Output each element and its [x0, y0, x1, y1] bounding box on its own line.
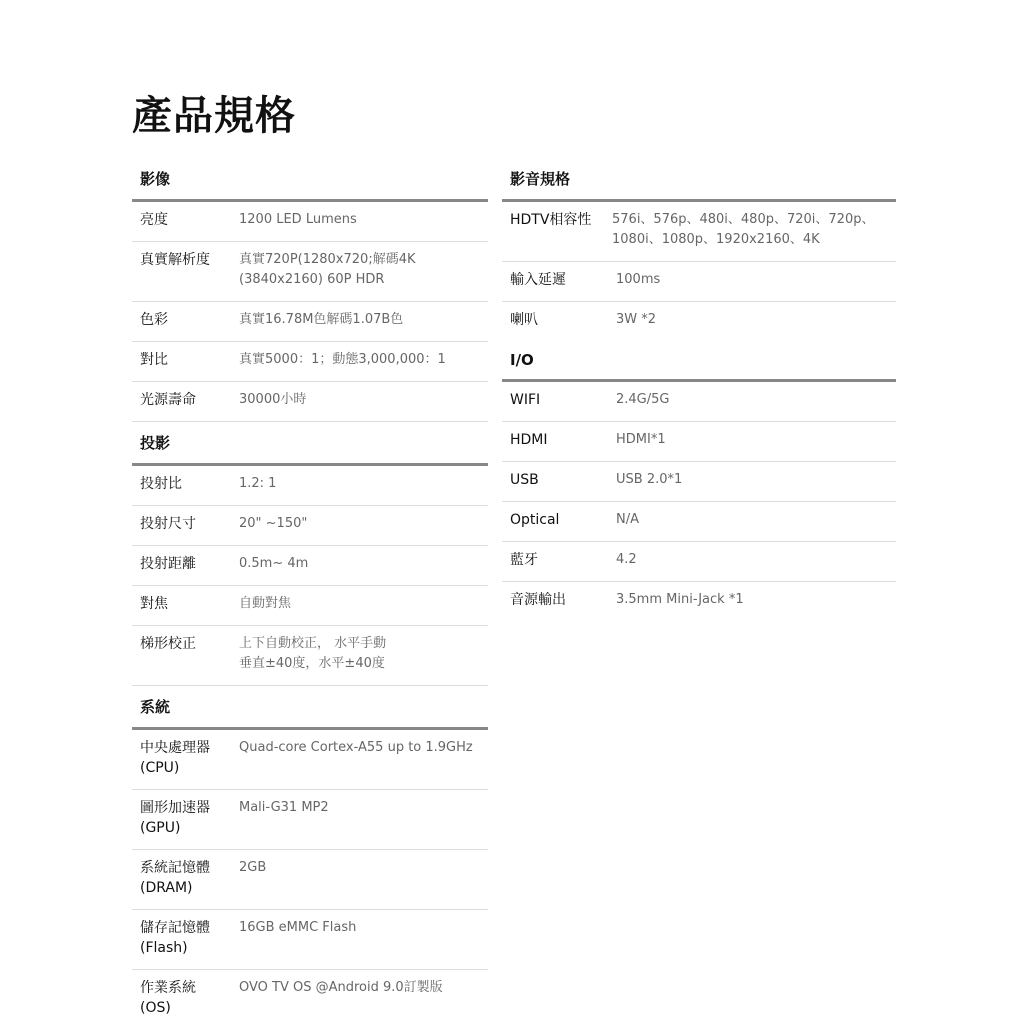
spec-value: Mali-G31 MP2	[239, 800, 329, 815]
spec-label: WIFI	[510, 392, 541, 408]
spec-row	[502, 582, 896, 621]
spec-value: 3.5mm Mini-Jack *1	[616, 592, 744, 607]
spec-value: 576i、576p、480i、480p、720i、720p、 1080i、1080p、1920x2160、4K	[612, 212, 875, 247]
spec-value: 1200 LED Lumens	[239, 212, 357, 227]
spec-row	[132, 302, 488, 342]
spec-label: 音源輸出	[510, 592, 566, 608]
spec-value: 2.4G/5G	[616, 392, 670, 407]
spec-value: 真實16.78M色解碼1.07B色	[239, 312, 404, 327]
spec-label: 喇叭	[510, 312, 538, 328]
spec-label: 儲存記憶體 (Flash)	[140, 920, 210, 956]
section-header-projection: 投影	[132, 422, 488, 466]
spec-value: 30000小時	[239, 392, 307, 407]
spec-label: 真實解析度	[140, 252, 210, 268]
section-header-image: 影像	[132, 158, 488, 202]
spec-row	[132, 466, 488, 506]
section-header-system: 系統	[132, 686, 488, 730]
spec-row	[132, 586, 488, 626]
page-title: 產品規格	[132, 93, 296, 139]
spec-value: 1.2: 1	[239, 476, 277, 491]
spec-value: 真實5000：1；動態3,000,000：1	[239, 352, 446, 367]
spec-row	[502, 462, 896, 502]
spec-label: 投射尺寸	[140, 516, 196, 532]
spec-value: 4.2	[616, 552, 637, 567]
spec-label: 亮度	[140, 212, 168, 228]
spec-label: 中央處理器 (CPU)	[140, 740, 210, 776]
spec-label: 對比	[140, 352, 168, 368]
spec-row	[132, 910, 488, 970]
left-spec-column	[132, 158, 488, 1029]
right-spec-column	[502, 158, 896, 621]
spec-row	[132, 790, 488, 850]
spec-row	[132, 546, 488, 586]
spec-value: N/A	[616, 512, 639, 527]
spec-value: Quad-core Cortex-A55 up to 1.9GHz	[239, 740, 473, 755]
section-header-av: 影音規格	[502, 158, 896, 202]
spec-row	[132, 506, 488, 546]
spec-value: OVO TV OS @Android 9.0訂製版	[239, 980, 443, 995]
spec-label: 投射比	[140, 476, 182, 492]
spec-row	[502, 262, 896, 302]
spec-row	[132, 730, 488, 790]
spec-row	[502, 502, 896, 542]
spec-value: 16GB eMMC Flash	[239, 920, 357, 935]
spec-row	[132, 970, 488, 1029]
spec-row	[502, 202, 896, 262]
spec-value: 0.5m~ 4m	[239, 556, 309, 571]
spec-label: HDTV相容性	[510, 212, 592, 228]
spec-row	[132, 850, 488, 910]
spec-row	[132, 242, 488, 302]
spec-value: 3W *2	[616, 312, 657, 327]
spec-label: HDMI	[510, 432, 548, 448]
spec-value: USB 2.0*1	[616, 472, 683, 487]
spec-value: 20" ~150"	[239, 516, 308, 531]
spec-row	[502, 382, 896, 422]
spec-label: USB	[510, 472, 539, 488]
spec-value: 2GB	[239, 860, 267, 875]
spec-row	[132, 626, 488, 686]
spec-label: 光源壽命	[140, 392, 196, 408]
spec-label: Optical	[510, 512, 560, 528]
spec-row	[502, 422, 896, 462]
spec-value: HDMI*1	[616, 432, 666, 447]
spec-value: 真實720P(1280x720;解碼4K (3840x2160) 60P HDR	[239, 252, 416, 287]
spec-row	[502, 302, 896, 341]
section-header-io: I/O	[502, 341, 896, 382]
spec-label: 色彩	[140, 312, 168, 328]
spec-row	[132, 382, 488, 422]
spec-label: 藍牙	[510, 552, 538, 568]
spec-row	[502, 542, 896, 582]
spec-label: 梯形校正	[140, 636, 196, 652]
spec-label: 作業系統 (OS)	[140, 980, 196, 1016]
spec-row	[132, 342, 488, 382]
spec-label: 對焦	[140, 596, 168, 612]
spec-value: 100ms	[616, 272, 661, 287]
spec-label: 系統記憶體 (DRAM)	[140, 860, 210, 896]
spec-value: 自動對焦	[239, 596, 292, 611]
spec-label: 輸入延遲	[510, 272, 566, 288]
spec-label: 投射距離	[140, 556, 196, 572]
spec-value: 上下自動校正， 水平手動 垂直±40度，水平±40度	[239, 636, 387, 671]
spec-label: 圖形加速器 (GPU)	[140, 800, 210, 836]
spec-row	[132, 202, 488, 242]
